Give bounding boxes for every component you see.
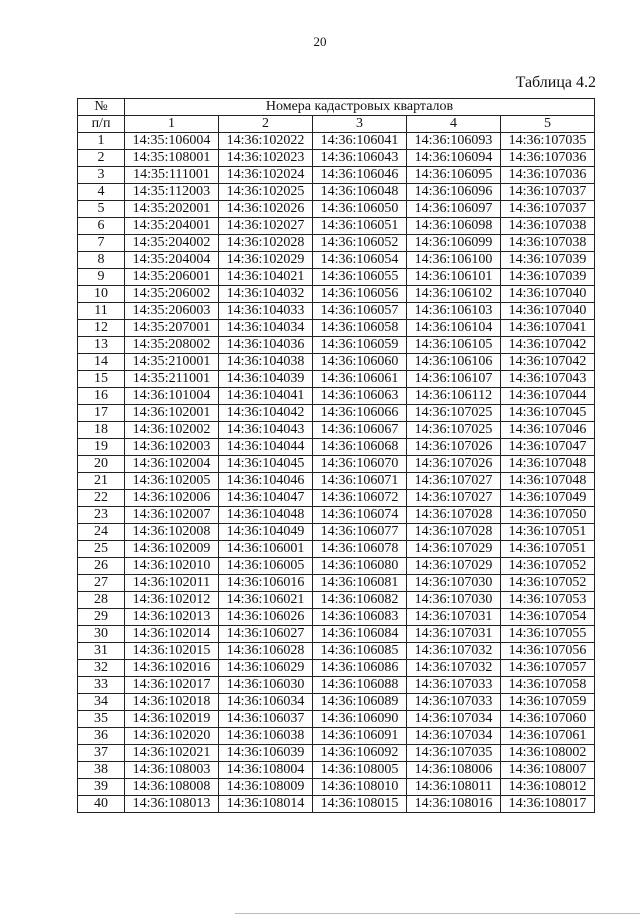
- table-row: [78, 694, 595, 711]
- table-row: [78, 286, 595, 303]
- row-number: 14: [78, 354, 125, 371]
- row-number: 20: [78, 456, 125, 473]
- cadastral-number-cell: 14:36:106050: [313, 201, 407, 218]
- cadastral-number-cell: 14:36:106034: [219, 694, 313, 711]
- cadastral-number-cell: 14:36:106074: [313, 507, 407, 524]
- table-row: [78, 235, 595, 252]
- cadastral-number-cell: 14:36:102002: [125, 422, 219, 439]
- cadastral-number-cell: 14:36:107042: [501, 354, 595, 371]
- cadastral-number-cell: 14:36:107031: [407, 626, 501, 643]
- header-col-5: 5: [501, 116, 595, 133]
- cadastral-number-cell: 14:36:107061: [501, 728, 595, 745]
- cadastral-number-cell: 14:35:202001: [125, 201, 219, 218]
- cadastral-number-cell: 14:36:106066: [313, 405, 407, 422]
- cadastral-number-cell: 14:36:107033: [407, 677, 501, 694]
- cadastral-number-cell: 14:36:106097: [407, 201, 501, 218]
- cadastral-number-cell: 14:36:106063: [313, 388, 407, 405]
- table-row: [78, 388, 595, 405]
- cadastral-number-cell: 14:36:106112: [407, 388, 501, 405]
- cadastral-number-cell: 14:36:104021: [219, 269, 313, 286]
- cadastral-number-cell: 14:36:106092: [313, 745, 407, 762]
- row-number: 3: [78, 167, 125, 184]
- cadastral-number-cell: 14:36:106039: [219, 745, 313, 762]
- table-row: [78, 371, 595, 388]
- cadastral-number-cell: 14:36:107041: [501, 320, 595, 337]
- cadastral-number-cell: 14:36:106100: [407, 252, 501, 269]
- cadastral-number-cell: 14:35:206002: [125, 286, 219, 303]
- table-row: [78, 133, 595, 150]
- row-number: 24: [78, 524, 125, 541]
- row-number: 26: [78, 558, 125, 575]
- table-row: [78, 184, 595, 201]
- cadastral-number-cell: 14:35:111001: [125, 167, 219, 184]
- cadastral-number-cell: 14:36:102020: [125, 728, 219, 745]
- header-row-top: [78, 99, 595, 116]
- cadastral-number-cell: 14:36:108006: [407, 762, 501, 779]
- cadastral-number-cell: 14:36:106016: [219, 575, 313, 592]
- row-number: 5: [78, 201, 125, 218]
- bottom-rule: [235, 913, 640, 914]
- cadastral-number-cell: 14:36:106059: [313, 337, 407, 354]
- cadastral-number-cell: 14:36:104032: [219, 286, 313, 303]
- table-row: [78, 269, 595, 286]
- row-number: 4: [78, 184, 125, 201]
- cadastral-number-cell: 14:36:106096: [407, 184, 501, 201]
- cadastral-number-cell: 14:36:106078: [313, 541, 407, 558]
- cadastral-number-cell: 14:36:106072: [313, 490, 407, 507]
- table-row: [78, 575, 595, 592]
- header-col-3: 3: [313, 116, 407, 133]
- cadastral-number-cell: 14:36:102025: [219, 184, 313, 201]
- cadastral-number-cell: 14:36:102022: [219, 133, 313, 150]
- cadastral-number-cell: 14:36:107030: [407, 592, 501, 609]
- cadastral-number-cell: 14:35:208002: [125, 337, 219, 354]
- row-number: 18: [78, 422, 125, 439]
- cadastral-number-cell: 14:36:108016: [407, 796, 501, 813]
- cadastral-number-cell: 14:36:102018: [125, 694, 219, 711]
- row-number: 29: [78, 609, 125, 626]
- cadastral-number-cell: 14:36:107035: [407, 745, 501, 762]
- cadastral-number-cell: 14:36:108005: [313, 762, 407, 779]
- row-number: 36: [78, 728, 125, 745]
- table-row: [78, 592, 595, 609]
- cadastral-number-cell: 14:36:108010: [313, 779, 407, 796]
- cadastral-number-cell: 14:36:107033: [407, 694, 501, 711]
- row-number: 17: [78, 405, 125, 422]
- table-row: [78, 541, 595, 558]
- cadastral-number-cell: 14:36:107027: [407, 490, 501, 507]
- cadastral-number-cell: 14:36:104041: [219, 388, 313, 405]
- cadastral-number-cell: 14:36:106107: [407, 371, 501, 388]
- table-row: [78, 524, 595, 541]
- cadastral-number-cell: 14:36:107055: [501, 626, 595, 643]
- table-row: [78, 473, 595, 490]
- cadastral-number-cell: 14:36:102023: [219, 150, 313, 167]
- cadastral-number-cell: 14:36:106046: [313, 167, 407, 184]
- cadastral-number-cell: 14:36:107037: [501, 184, 595, 201]
- table-row: [78, 405, 595, 422]
- header-num-bottom: п/п: [78, 116, 125, 133]
- cadastral-number-cell: 14:36:107045: [501, 405, 595, 422]
- cadastral-number-cell: 14:36:107037: [501, 201, 595, 218]
- cadastral-number-cell: 14:36:102016: [125, 660, 219, 677]
- row-number: 15: [78, 371, 125, 388]
- cadastral-number-cell: 14:36:107032: [407, 643, 501, 660]
- table-row: [78, 779, 595, 796]
- page-number: 20: [313, 34, 327, 49]
- table-row: [78, 643, 595, 660]
- cadastral-number-cell: 14:36:107035: [501, 133, 595, 150]
- row-number: 33: [78, 677, 125, 694]
- cadastral-number-cell: 14:36:107056: [501, 643, 595, 660]
- table-row: [78, 422, 595, 439]
- cadastral-number-cell: 14:36:107040: [501, 303, 595, 320]
- cadastral-number-cell: 14:36:102021: [125, 745, 219, 762]
- row-number: 8: [78, 252, 125, 269]
- cadastral-number-cell: 14:35:207001: [125, 320, 219, 337]
- table-row: [78, 167, 595, 184]
- row-number: 16: [78, 388, 125, 405]
- row-number: 7: [78, 235, 125, 252]
- cadastral-number-cell: 14:36:107025: [407, 405, 501, 422]
- cadastral-number-cell: 14:36:106083: [313, 609, 407, 626]
- row-number: 19: [78, 439, 125, 456]
- table-row: [78, 728, 595, 745]
- cadastral-number-cell: 14:36:107028: [407, 507, 501, 524]
- cadastral-number-cell: 14:36:108017: [501, 796, 595, 813]
- cadastral-quarters-table: [77, 98, 595, 813]
- cadastral-number-cell: 14:36:107029: [407, 541, 501, 558]
- cadastral-number-cell: 14:36:108009: [219, 779, 313, 796]
- cadastral-number-cell: 14:36:102014: [125, 626, 219, 643]
- cadastral-number-cell: 14:36:106067: [313, 422, 407, 439]
- cadastral-number-cell: 14:36:101004: [125, 388, 219, 405]
- cadastral-number-cell: 14:36:104033: [219, 303, 313, 320]
- table-row: [78, 745, 595, 762]
- cadastral-number-cell: 14:36:106001: [219, 541, 313, 558]
- row-number: 35: [78, 711, 125, 728]
- cadastral-number-cell: 14:36:107038: [501, 218, 595, 235]
- cadastral-number-cell: 14:36:106104: [407, 320, 501, 337]
- cadastral-number-cell: 14:36:106038: [219, 728, 313, 745]
- table-body: [78, 133, 595, 813]
- cadastral-number-cell: 14:36:107048: [501, 473, 595, 490]
- cadastral-number-cell: 14:36:107028: [407, 524, 501, 541]
- cadastral-number-cell: 14:36:104044: [219, 439, 313, 456]
- cadastral-number-cell: 14:36:108003: [125, 762, 219, 779]
- cadastral-number-cell: 14:36:107052: [501, 575, 595, 592]
- cadastral-number-cell: 14:36:102017: [125, 677, 219, 694]
- header-group-title: Номера кадастровых кварталов: [125, 99, 595, 116]
- cadastral-number-cell: 14:36:107036: [501, 150, 595, 167]
- table-row: [78, 439, 595, 456]
- cadastral-number-cell: 14:36:104034: [219, 320, 313, 337]
- table-row: [78, 337, 595, 354]
- row-number: 10: [78, 286, 125, 303]
- cadastral-number-cell: 14:36:102027: [219, 218, 313, 235]
- row-number: 11: [78, 303, 125, 320]
- cadastral-number-cell: 14:36:106057: [313, 303, 407, 320]
- cadastral-number-cell: 14:36:104038: [219, 354, 313, 371]
- cadastral-number-cell: 14:36:107031: [407, 609, 501, 626]
- cadastral-number-cell: 14:36:102012: [125, 592, 219, 609]
- cadastral-number-cell: 14:36:106081: [313, 575, 407, 592]
- cadastral-number-cell: 14:36:102024: [219, 167, 313, 184]
- cadastral-number-cell: 14:36:102010: [125, 558, 219, 575]
- cadastral-number-cell: 14:36:106085: [313, 643, 407, 660]
- table-row: [78, 796, 595, 813]
- header-col-1: 1: [125, 116, 219, 133]
- cadastral-number-cell: 14:36:106037: [219, 711, 313, 728]
- row-number: 30: [78, 626, 125, 643]
- row-number: 9: [78, 269, 125, 286]
- cadastral-number-cell: 14:36:106102: [407, 286, 501, 303]
- cadastral-number-cell: 14:35:204004: [125, 252, 219, 269]
- table-row: [78, 303, 595, 320]
- cadastral-number-cell: 14:36:102001: [125, 405, 219, 422]
- cadastral-number-cell: 14:36:107042: [501, 337, 595, 354]
- cadastral-number-cell: 14:36:106090: [313, 711, 407, 728]
- cadastral-number-cell: 14:36:106026: [219, 609, 313, 626]
- row-number: 21: [78, 473, 125, 490]
- row-number: 28: [78, 592, 125, 609]
- header-col-2: 2: [219, 116, 313, 133]
- cadastral-number-cell: 14:36:102013: [125, 609, 219, 626]
- table-row: [78, 354, 595, 371]
- cadastral-number-cell: 14:35:108001: [125, 150, 219, 167]
- cadastral-number-cell: 14:35:206003: [125, 303, 219, 320]
- cadastral-number-cell: 14:36:106106: [407, 354, 501, 371]
- row-number: 27: [78, 575, 125, 592]
- row-number: 39: [78, 779, 125, 796]
- cadastral-number-cell: 14:36:106093: [407, 133, 501, 150]
- table-row: [78, 626, 595, 643]
- cadastral-number-cell: 14:36:106021: [219, 592, 313, 609]
- cadastral-number-cell: 14:36:102015: [125, 643, 219, 660]
- table-row: [78, 711, 595, 728]
- cadastral-number-cell: 14:36:107054: [501, 609, 595, 626]
- cadastral-number-cell: 14:36:106086: [313, 660, 407, 677]
- cadastral-number-cell: 14:36:102007: [125, 507, 219, 524]
- header-row-bottom: [78, 116, 595, 133]
- cadastral-number-cell: 14:36:106027: [219, 626, 313, 643]
- cadastral-number-cell: 14:36:107052: [501, 558, 595, 575]
- cadastral-number-cell: 14:36:106029: [219, 660, 313, 677]
- row-number: 1: [78, 133, 125, 150]
- cadastral-number-cell: 14:36:104045: [219, 456, 313, 473]
- cadastral-number-cell: 14:36:108004: [219, 762, 313, 779]
- cadastral-number-cell: 14:36:107060: [501, 711, 595, 728]
- cadastral-number-cell: 14:36:106055: [313, 269, 407, 286]
- cadastral-number-cell: 14:36:106048: [313, 184, 407, 201]
- cadastral-number-cell: 14:36:106099: [407, 235, 501, 252]
- cadastral-number-cell: 14:35:210001: [125, 354, 219, 371]
- cadastral-number-cell: 14:36:106070: [313, 456, 407, 473]
- cadastral-number-cell: 14:36:102005: [125, 473, 219, 490]
- cadastral-number-cell: 14:36:106103: [407, 303, 501, 320]
- cadastral-number-cell: 14:35:206001: [125, 269, 219, 286]
- cadastral-number-cell: 14:36:107058: [501, 677, 595, 694]
- cadastral-number-cell: 14:36:106068: [313, 439, 407, 456]
- table-row: [78, 201, 595, 218]
- cadastral-number-cell: 14:36:106077: [313, 524, 407, 541]
- cadastral-number-cell: 14:36:107051: [501, 524, 595, 541]
- table-row: [78, 252, 595, 269]
- cadastral-number-cell: 14:36:106084: [313, 626, 407, 643]
- cadastral-number-cell: 14:36:107025: [407, 422, 501, 439]
- cadastral-number-cell: 14:36:107057: [501, 660, 595, 677]
- cadastral-number-cell: 14:36:107051: [501, 541, 595, 558]
- cadastral-number-cell: 14:36:106080: [313, 558, 407, 575]
- cadastral-number-cell: 14:36:106028: [219, 643, 313, 660]
- cadastral-number-cell: 14:36:108007: [501, 762, 595, 779]
- cadastral-number-cell: 14:36:107038: [501, 235, 595, 252]
- cadastral-number-cell: 14:36:107044: [501, 388, 595, 405]
- cadastral-number-cell: 14:36:106089: [313, 694, 407, 711]
- cadastral-number-cell: 14:35:106004: [125, 133, 219, 150]
- row-number: 23: [78, 507, 125, 524]
- cadastral-number-cell: 14:36:108002: [501, 745, 595, 762]
- cadastral-number-cell: 14:36:102006: [125, 490, 219, 507]
- cadastral-number-cell: 14:36:102009: [125, 541, 219, 558]
- cadastral-number-cell: 14:36:106088: [313, 677, 407, 694]
- cadastral-number-cell: 14:35:112003: [125, 184, 219, 201]
- cadastral-number-cell: 14:36:107059: [501, 694, 595, 711]
- cadastral-number-cell: 14:36:106030: [219, 677, 313, 694]
- table-row: [78, 762, 595, 779]
- cadastral-number-cell: 14:36:107048: [501, 456, 595, 473]
- cadastral-number-cell: 14:36:107039: [501, 269, 595, 286]
- cadastral-number-cell: 14:36:108008: [125, 779, 219, 796]
- table-row: [78, 507, 595, 524]
- cadastral-number-cell: 14:36:106058: [313, 320, 407, 337]
- cadastral-number-cell: 14:36:106098: [407, 218, 501, 235]
- cadastral-number-cell: 14:36:107029: [407, 558, 501, 575]
- cadastral-number-cell: 14:36:102011: [125, 575, 219, 592]
- cadastral-number-cell: 14:36:107043: [501, 371, 595, 388]
- cadastral-number-cell: 14:36:106061: [313, 371, 407, 388]
- cadastral-number-cell: 14:36:102029: [219, 252, 313, 269]
- cadastral-number-cell: 14:36:107032: [407, 660, 501, 677]
- cadastral-number-cell: 14:36:104046: [219, 473, 313, 490]
- row-number: 31: [78, 643, 125, 660]
- table-row: [78, 218, 595, 235]
- table-row: [78, 490, 595, 507]
- table-row: [78, 456, 595, 473]
- cadastral-number-cell: 14:36:106082: [313, 592, 407, 609]
- cadastral-number-cell: 14:35:211001: [125, 371, 219, 388]
- table-row: [78, 150, 595, 167]
- row-number: 32: [78, 660, 125, 677]
- cadastral-number-cell: 14:36:106095: [407, 167, 501, 184]
- cadastral-number-cell: 14:36:107040: [501, 286, 595, 303]
- cadastral-number-cell: 14:36:104039: [219, 371, 313, 388]
- table-caption: Таблица 4.2: [515, 74, 596, 91]
- cadastral-number-cell: 14:36:106091: [313, 728, 407, 745]
- cadastral-number-cell: 14:36:104043: [219, 422, 313, 439]
- cadastral-number-cell: 14:36:104036: [219, 337, 313, 354]
- cadastral-number-cell: 14:35:204002: [125, 235, 219, 252]
- cadastral-number-cell: 14:36:107027: [407, 473, 501, 490]
- table-row: [78, 609, 595, 626]
- cadastral-number-cell: 14:36:104042: [219, 405, 313, 422]
- cadastral-number-cell: 14:36:106043: [313, 150, 407, 167]
- cadastral-number-cell: 14:36:107026: [407, 456, 501, 473]
- cadastral-number-cell: 14:36:107053: [501, 592, 595, 609]
- cadastral-number-cell: 14:36:102028: [219, 235, 313, 252]
- cadastral-number-cell: 14:36:106060: [313, 354, 407, 371]
- cadastral-number-cell: 14:36:102004: [125, 456, 219, 473]
- cadastral-number-cell: 14:36:108014: [219, 796, 313, 813]
- cadastral-number-cell: 14:36:106052: [313, 235, 407, 252]
- row-number: 25: [78, 541, 125, 558]
- table-row: [78, 558, 595, 575]
- row-number: 22: [78, 490, 125, 507]
- row-number: 6: [78, 218, 125, 235]
- cadastral-number-cell: 14:36:108015: [313, 796, 407, 813]
- cadastral-number-cell: 14:36:108012: [501, 779, 595, 796]
- row-number: 12: [78, 320, 125, 337]
- row-number: 34: [78, 694, 125, 711]
- cadastral-number-cell: 14:36:108013: [125, 796, 219, 813]
- header-num-top: №: [78, 99, 125, 116]
- cadastral-number-cell: 14:36:107026: [407, 439, 501, 456]
- cadastral-number-cell: 14:36:104049: [219, 524, 313, 541]
- cadastral-number-cell: 14:36:102019: [125, 711, 219, 728]
- row-number: 37: [78, 745, 125, 762]
- cadastral-number-cell: 14:35:204001: [125, 218, 219, 235]
- cadastral-number-cell: 14:36:108011: [407, 779, 501, 796]
- cadastral-number-cell: 14:36:107046: [501, 422, 595, 439]
- cadastral-number-cell: 14:36:104047: [219, 490, 313, 507]
- cadastral-number-cell: 14:36:106054: [313, 252, 407, 269]
- cadastral-number-cell: 14:36:107030: [407, 575, 501, 592]
- cadastral-number-cell: 14:36:107039: [501, 252, 595, 269]
- cadastral-number-cell: 14:36:102008: [125, 524, 219, 541]
- cadastral-number-cell: 14:36:102026: [219, 201, 313, 218]
- cadastral-number-cell: 14:36:106051: [313, 218, 407, 235]
- cadastral-number-cell: 14:36:106105: [407, 337, 501, 354]
- row-number: 2: [78, 150, 125, 167]
- header-col-4: 4: [407, 116, 501, 133]
- cadastral-number-cell: 14:36:102003: [125, 439, 219, 456]
- cadastral-number-cell: 14:36:107050: [501, 507, 595, 524]
- cadastral-number-cell: 14:36:106005: [219, 558, 313, 575]
- cadastral-number-cell: 14:36:106056: [313, 286, 407, 303]
- cadastral-number-cell: 14:36:107034: [407, 711, 501, 728]
- row-number: 13: [78, 337, 125, 354]
- cadastral-number-cell: 14:36:106094: [407, 150, 501, 167]
- cadastral-number-cell: 14:36:107036: [501, 167, 595, 184]
- cadastral-number-cell: 14:36:107047: [501, 439, 595, 456]
- table-row: [78, 660, 595, 677]
- cadastral-number-cell: 14:36:106101: [407, 269, 501, 286]
- row-number: 38: [78, 762, 125, 779]
- row-number: 40: [78, 796, 125, 813]
- cadastral-number-cell: 14:36:106041: [313, 133, 407, 150]
- table-row: [78, 320, 595, 337]
- cadastral-number-cell: 14:36:107049: [501, 490, 595, 507]
- table-row: [78, 677, 595, 694]
- cadastral-number-cell: 14:36:107034: [407, 728, 501, 745]
- cadastral-number-cell: 14:36:106071: [313, 473, 407, 490]
- cadastral-number-cell: 14:36:104048: [219, 507, 313, 524]
